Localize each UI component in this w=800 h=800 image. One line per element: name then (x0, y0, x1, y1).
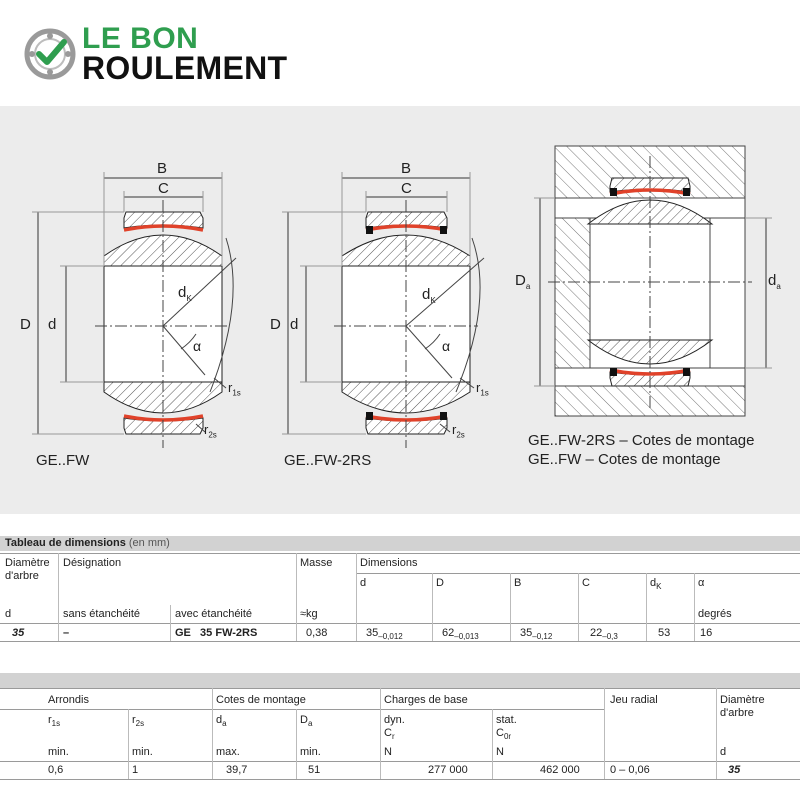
divider (128, 709, 129, 779)
row-D: $62_{-0,013}$ (442, 627, 479, 642)
unit-d: d (5, 608, 12, 620)
divider (356, 553, 357, 641)
divider (646, 573, 647, 641)
fig3-label-Da: $D_a$ (515, 272, 531, 291)
unit-degrees: degrés (698, 608, 732, 620)
fig2-caption: GE..FW-2RS (284, 452, 372, 469)
unit-min-r1s: min. (48, 746, 69, 758)
fig3-caption-fw: GE..FW – Cotes de montage (528, 451, 721, 468)
row-alpha: 16 (700, 627, 713, 639)
fig2-label-r1s: $r_{1s}$ (476, 380, 489, 398)
row-C: $22_{-0,3}$ (590, 627, 618, 642)
fig1-label-C: C (158, 180, 169, 197)
col-loads: Charges de base (384, 694, 468, 706)
fig2-label-B: B (401, 160, 412, 177)
unit-N-Cr: N (384, 746, 392, 758)
figure-ge-fw (32, 172, 236, 448)
col-shaft-diameter-2: Diamètre d'arbre (720, 694, 765, 719)
unit-min-Da: min. (300, 746, 321, 758)
subcol-stat: stat. (496, 714, 517, 726)
col-clearance: Jeu radial (610, 694, 658, 706)
row-da: 39,7 (226, 764, 248, 776)
unit-with-seal: avec étanchéité (175, 608, 253, 620)
row-Cr: 277 000 (428, 764, 468, 776)
subcol-D: D (436, 577, 444, 589)
row-dK: 53 (658, 627, 671, 639)
figure-ge-fw-2rs (282, 172, 484, 448)
col-dimensions: Dimensions (360, 557, 418, 569)
divider (58, 553, 59, 641)
brand-name-line1: LE BON (82, 22, 199, 55)
dimensions-table-title: Tableau de dimensions (en mm) (5, 537, 170, 549)
fig1-caption: GE..FW (36, 452, 90, 469)
divider (694, 573, 695, 641)
technical-drawings (0, 106, 800, 514)
fig3-label-da: $d_a$ (768, 272, 781, 291)
divider (578, 573, 579, 641)
subcol-r1s: $r_{1s}$ (48, 714, 61, 729)
row-clearance: 0 – 0,06 (610, 764, 650, 776)
divider (0, 623, 800, 624)
bearing-check-icon (24, 28, 76, 80)
col-mounting: Cotes de montage (216, 694, 306, 706)
row-C0r: 462 000 (540, 764, 580, 776)
row-r2s: 1 (132, 764, 139, 776)
divider (716, 688, 717, 779)
subcol-r2s: $r_{2s}$ (132, 714, 145, 729)
row-B: $35_{-0,12}$ (520, 627, 553, 642)
fig1-label-dK: $d_K$ (178, 284, 192, 303)
unit-min-r2s: min. (132, 746, 153, 758)
col-mass: Masse (300, 557, 333, 569)
divider (510, 573, 511, 641)
divider (296, 553, 297, 641)
fig2-label-d: d (290, 316, 299, 333)
row-mass: 0,38 (306, 627, 328, 639)
subcol-d: d (360, 577, 367, 589)
subcol-alpha: α (698, 577, 705, 589)
fig2-label-C: C (401, 180, 412, 197)
fig3-caption-2rs: GE..FW-2RS – Cotes de montage (528, 432, 755, 449)
col-shaft-diameter: Diamètre d'arbre (5, 557, 50, 582)
fig1-label-r1s: $r_{1s}$ (228, 380, 241, 398)
figure-mounting (534, 146, 772, 416)
unit-kg: ≈kg (300, 608, 318, 620)
divider (170, 605, 171, 641)
fig1-label-B: B (157, 160, 168, 177)
subcol-B: B (514, 577, 522, 589)
row-designation-without: – (63, 627, 70, 639)
fig2-label-alpha: α (442, 338, 451, 354)
col-designation: Désignation (63, 557, 122, 569)
brand-name-line2: ROULEMENT (82, 50, 288, 86)
fig1-label-r2s: $r_{2s}$ (204, 422, 217, 440)
fig2-label-dK: $d_K$ (422, 286, 436, 305)
subcol-C: C (582, 577, 590, 589)
row-shaft-2: 35 (728, 764, 741, 776)
fig1-label-alpha: α (193, 338, 202, 354)
fig2-label-D: D (270, 316, 281, 333)
fig1-label-d: d (48, 316, 57, 333)
subcol-C0r: $C_{0r}$ (496, 727, 512, 742)
unit-N-C0r: N (496, 746, 504, 758)
fig1-label-D: D (20, 316, 31, 333)
unit-max-da: max. (216, 746, 240, 758)
divider (492, 709, 493, 779)
loads-table-bar (0, 673, 800, 688)
divider (604, 688, 605, 779)
subcol-dK: $d_K$ (650, 577, 662, 592)
fig2-label-r2s: $r_{2s}$ (452, 422, 465, 440)
divider (212, 688, 213, 779)
unit-without-seal: sans étanchéité (63, 608, 141, 620)
subcol-Cr: $C_r$ (384, 727, 395, 742)
divider (0, 553, 800, 554)
divider (380, 688, 381, 779)
divider (0, 761, 800, 762)
subcol-dyn: dyn. (384, 714, 405, 726)
divider (0, 688, 800, 689)
row-shaft: 35 (12, 627, 25, 639)
row-designation-with: GE 35 FW-2RS (175, 627, 258, 639)
divider (432, 573, 433, 641)
row-d: $35_{-0,012}$ (366, 627, 403, 642)
divider (296, 709, 297, 779)
divider (0, 779, 800, 780)
row-r1s: 0,6 (48, 764, 64, 776)
divider (0, 709, 604, 710)
subcol-Da: $D_a$ (300, 714, 313, 729)
subcol-da: $d_a$ (216, 714, 227, 729)
unit-d-2: d (720, 746, 727, 758)
col-radius: Arrondis (48, 694, 89, 706)
row-Da: 51 (308, 764, 321, 776)
